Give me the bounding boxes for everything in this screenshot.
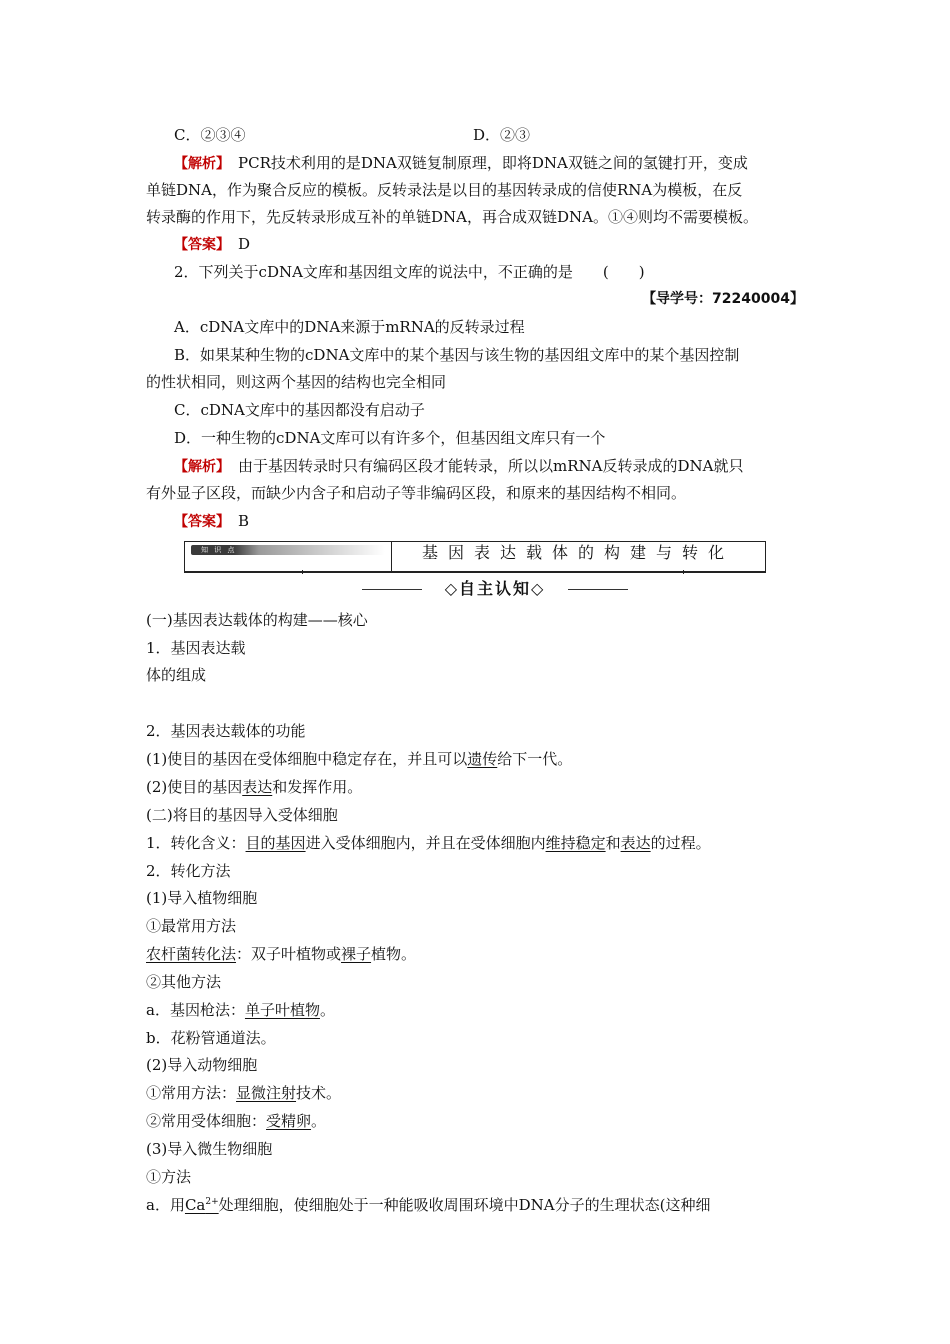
text: (1)使目的基因在受体细胞中稳定存在，并且可以 xyxy=(146,750,468,768)
item-1-composition-a: 1．基因表达载 xyxy=(146,639,246,657)
microbe-method: ①方法 xyxy=(146,1168,192,1186)
blank-answer: 遗传 xyxy=(467,750,498,768)
animal-receptor xyxy=(146,1110,326,1132)
blank-answer: 农杆菌转化法 xyxy=(146,945,237,963)
function-1 xyxy=(146,748,572,770)
section-divider xyxy=(362,578,628,600)
banner-label-box xyxy=(185,542,392,571)
text: 的过程。 xyxy=(650,834,711,852)
question-2-option-b-line-1: B．如果某种生物的cDNA文库中的某个基因与该生物的基因组文库中的某个基因控制 xyxy=(174,346,740,364)
text: 植物。 xyxy=(371,945,417,963)
divider-title: ◇自主认知◇ xyxy=(444,579,546,598)
analysis-text: 由于基因转录时只有编码区段才能转录，所以以mRNA反转录成的DNA就只 xyxy=(223,457,744,475)
question-2-stem: 2．下列关于cDNA文库和基因组文库的说法中，不正确的是 ( ) xyxy=(174,263,645,281)
text: 进入受体细胞内，并且在受体细胞内 xyxy=(305,834,546,852)
blank-answer: 目的基因 xyxy=(245,834,306,852)
answer-value: D xyxy=(223,235,251,253)
heading-construction: (一)基因表达载体的构建——核心 xyxy=(146,611,368,629)
banner-pill xyxy=(191,545,385,555)
calcium-symbol: Ca xyxy=(184,1196,206,1214)
blank-answer: 受精卵 xyxy=(266,1112,312,1130)
option-d: D．②③ xyxy=(473,126,531,144)
blank-answer: 表达 xyxy=(620,834,651,852)
analysis-tag: 【解析】 xyxy=(174,459,223,475)
plant-gene-gun xyxy=(146,999,335,1021)
analysis-text: PCR技术利用的是DNA双链复制原理，即将DNA双链之间的氢键打开，变成 xyxy=(223,154,748,172)
divider-rule-left xyxy=(362,589,422,590)
banner-foot xyxy=(302,570,684,574)
heading-introduction: (二)将目的基因导入受体细胞 xyxy=(146,806,338,824)
text: 给下一代。 xyxy=(497,750,573,768)
text: 。 xyxy=(319,1001,335,1019)
calcium-charge: 2+ xyxy=(205,1197,219,1207)
analysis-2-line-1 xyxy=(174,455,743,478)
microbe-cells: (3)导入微生物细胞 xyxy=(146,1140,273,1158)
question-2-option-d: D．一种生物的cDNA文库可以有许多个，但基因组文库只有一个 xyxy=(174,429,606,447)
answer-tag: 【答案】 xyxy=(174,514,223,530)
guide-number: 【导学号：72240004】 xyxy=(642,291,804,307)
transformation-methods: 2．转化方法 xyxy=(146,862,231,880)
animal-cells: (2)导入动物细胞 xyxy=(146,1056,258,1074)
text: (2)使目的基因 xyxy=(146,778,243,796)
text: ②常用受体细胞： xyxy=(146,1112,267,1130)
text: ①常用方法： xyxy=(146,1084,237,1102)
analysis-1-line-3: 转录酶的作用下，先反转录形成互补的单链DNA，再合成双链DNA。①④则均不需要模板。 xyxy=(146,208,758,226)
answer-1 xyxy=(174,233,250,256)
answer-2 xyxy=(174,510,249,533)
microbe-calcium xyxy=(146,1194,711,1216)
text: ：双子叶植物或 xyxy=(236,945,342,963)
analysis-1-line-2: 单链DNA，作为聚合反应的模板。反转录法是以目的基因转录成的信使RNA为模板，在反 xyxy=(146,181,743,199)
text: a．用 xyxy=(146,1196,185,1214)
section-banner xyxy=(184,541,766,573)
animal-method xyxy=(146,1082,341,1104)
blank-answer: 维持稳定 xyxy=(545,834,606,852)
analysis-2-line-2: 有外显子区段，而缺少内含子和启动子等非编码区段，和原来的基因结构不相同。 xyxy=(146,484,687,502)
answer-value: B xyxy=(223,512,250,530)
plant-other-methods: ②其他方法 xyxy=(146,973,222,991)
blank-answer: 单子叶植物 xyxy=(244,1001,320,1019)
item-1-composition-b: 体的组成 xyxy=(146,666,207,684)
blank-answer: 裸子 xyxy=(341,945,372,963)
plant-most-common: ①最常用方法 xyxy=(146,917,237,935)
plant-cells: (1)导入植物细胞 xyxy=(146,889,258,907)
question-2-option-c: C．cDNA文库中的基因都没有启动子 xyxy=(174,401,425,419)
option-c: C．②③④ xyxy=(174,126,246,144)
item-2-function: 2．基因表达载体的功能 xyxy=(146,722,306,740)
plant-agrobacterium xyxy=(146,943,416,965)
function-2 xyxy=(146,776,362,798)
analysis-tag: 【解析】 xyxy=(174,156,223,172)
answer-tag: 【答案】 xyxy=(174,237,223,253)
question-2-option-a: A．cDNA文库中的DNA来源于mRNA的反转录过程 xyxy=(174,318,525,336)
blank-answer: 显微注射 xyxy=(236,1084,297,1102)
text: 。 xyxy=(311,1112,327,1130)
text: 技术。 xyxy=(296,1084,342,1102)
text: 1．转化含义： xyxy=(146,834,246,852)
text: a．基因枪法： xyxy=(146,1001,245,1019)
plant-pollen-tube: b．花粉管通道法。 xyxy=(146,1029,276,1047)
blank-answer: 表达 xyxy=(242,778,273,796)
banner-title: 基因表达载体的构建与转化 xyxy=(421,543,734,562)
banner-pill-text: 知 识 点 xyxy=(201,546,237,554)
blank-answer xyxy=(185,1196,219,1214)
text: 处理细胞，使细胞处于一种能吸收周围环境中DNA分子的生理状态(这种细 xyxy=(218,1196,711,1214)
text: 和发挥作用。 xyxy=(272,778,363,796)
divider-rule-right xyxy=(568,589,628,590)
text: 和 xyxy=(605,834,621,852)
analysis-1-line-1 xyxy=(174,152,748,175)
transformation-meaning xyxy=(146,832,711,854)
question-2-option-b-line-2: 的性状相同，则这两个基因的结构也完全相同 xyxy=(146,373,447,391)
